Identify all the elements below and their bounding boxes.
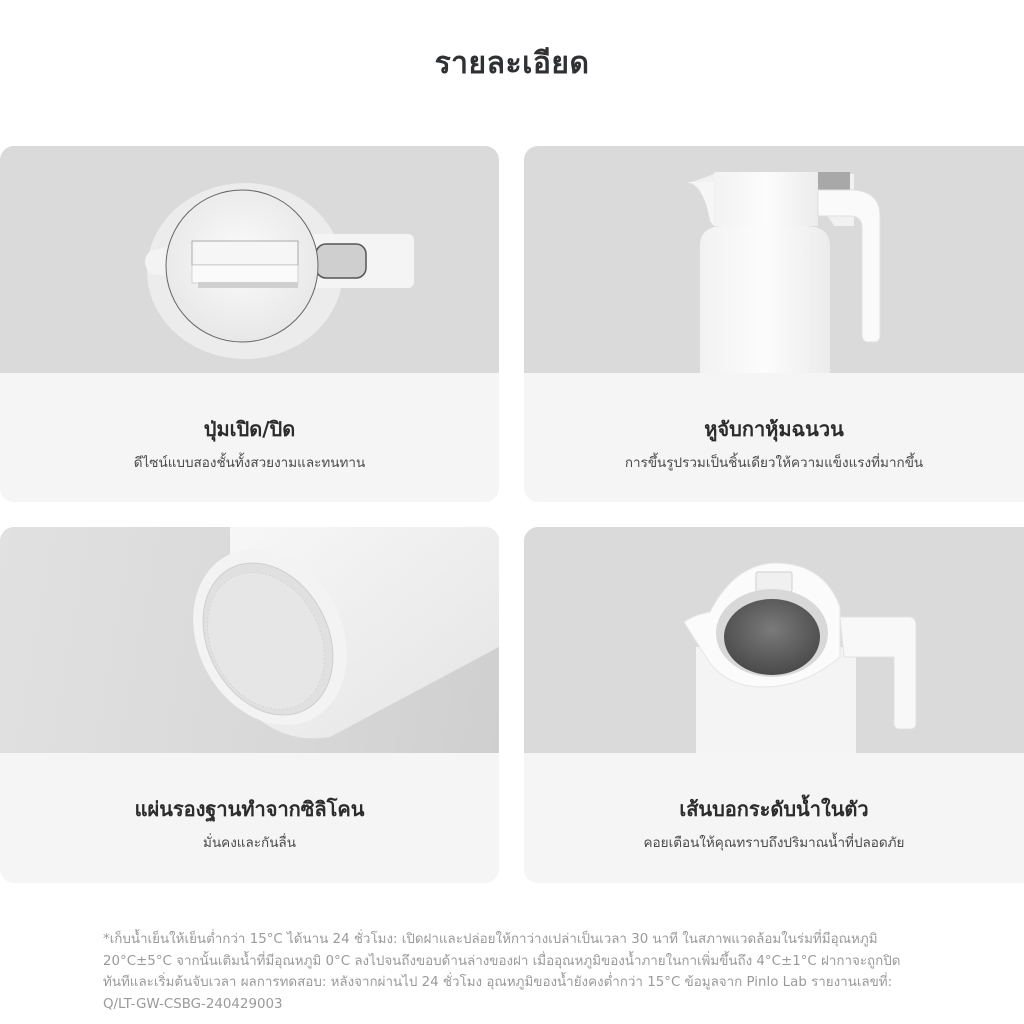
card-description: มั่นคงและกันลื่น	[203, 835, 296, 851]
card-text-panel	[524, 753, 1024, 882]
footnote-disclaimer	[103, 929, 923, 1015]
card-text-panel	[0, 753, 499, 882]
card-text-panel	[524, 373, 1024, 502]
card-description: การขึ้นรูปรวมเป็นชิ้นเดียวให้ความแข็งแรงที่มากขึ้น	[624, 455, 924, 471]
footnote-line: ทันทีและเริ่มต้นจับเวลา ผลการทดสอบ: หลังจากผ่านไป 24 ชั่วโมง อุณหภูมิของน้ำยังคงต่ำกว่า 15°C ข้อมูลจาก Pinlo Lab รายงานเลขที่:	[103, 975, 893, 990]
card-title: หูจับกาหุ้มฉนวน	[704, 417, 844, 441]
card-description: คอยเตือนให้คุณทราบถึงปริมาณน้ำที่ปลอดภัย	[643, 835, 905, 851]
feature-card-silicone-base	[0, 527, 499, 883]
kettle-lid-top-image	[0, 146, 499, 373]
footnote-line: 20°C±5°C จากนั้นเติมน้ำที่มีอุณหภูมิ 0°C ลงไปจนถึงขอบด้านล่างของฝา เมื่ออุณหภูมิของน้ำภายในกาเพิ่มขึ้นถึง 4°C±1°C ฝากาจะถูกปิด	[103, 953, 901, 969]
kettle-open-top-image	[524, 527, 1024, 753]
page-title: รายละเอียด	[434, 46, 590, 81]
footnote-report-number: Q/LT-GW-CSBG-240429003	[103, 996, 283, 1012]
card-description: ดีไซน์แบบสองชั้นทั้งสวยงามและทนทาน	[133, 455, 366, 471]
feature-card-water-level-line	[524, 527, 1024, 883]
card-title: เส้นบอกระดับน้ำในตัว	[679, 797, 869, 821]
kettle-side-image	[524, 146, 1024, 373]
feature-card-insulated-handle	[524, 146, 1024, 502]
card-title: ปุ่มเปิด/ปิด	[203, 417, 296, 441]
card-title: แผ่นรองฐานทำจากซิลิโคน	[134, 797, 365, 821]
footnote-line: *เก็บน้ำเย็นให้เย็นต่ำกว่า 15°C ได้นาน 24 ชั่วโมง: เปิดฝาและปล่อยให้กาว่างเปล่าเป็นเวลา 30 นาที ในสภาพแวดล้อมในร่มที่มีอุณหภูมิ	[103, 932, 878, 947]
feature-card-lid-button	[0, 146, 499, 502]
kettle-base-image	[0, 527, 499, 753]
card-text-panel	[0, 373, 499, 502]
